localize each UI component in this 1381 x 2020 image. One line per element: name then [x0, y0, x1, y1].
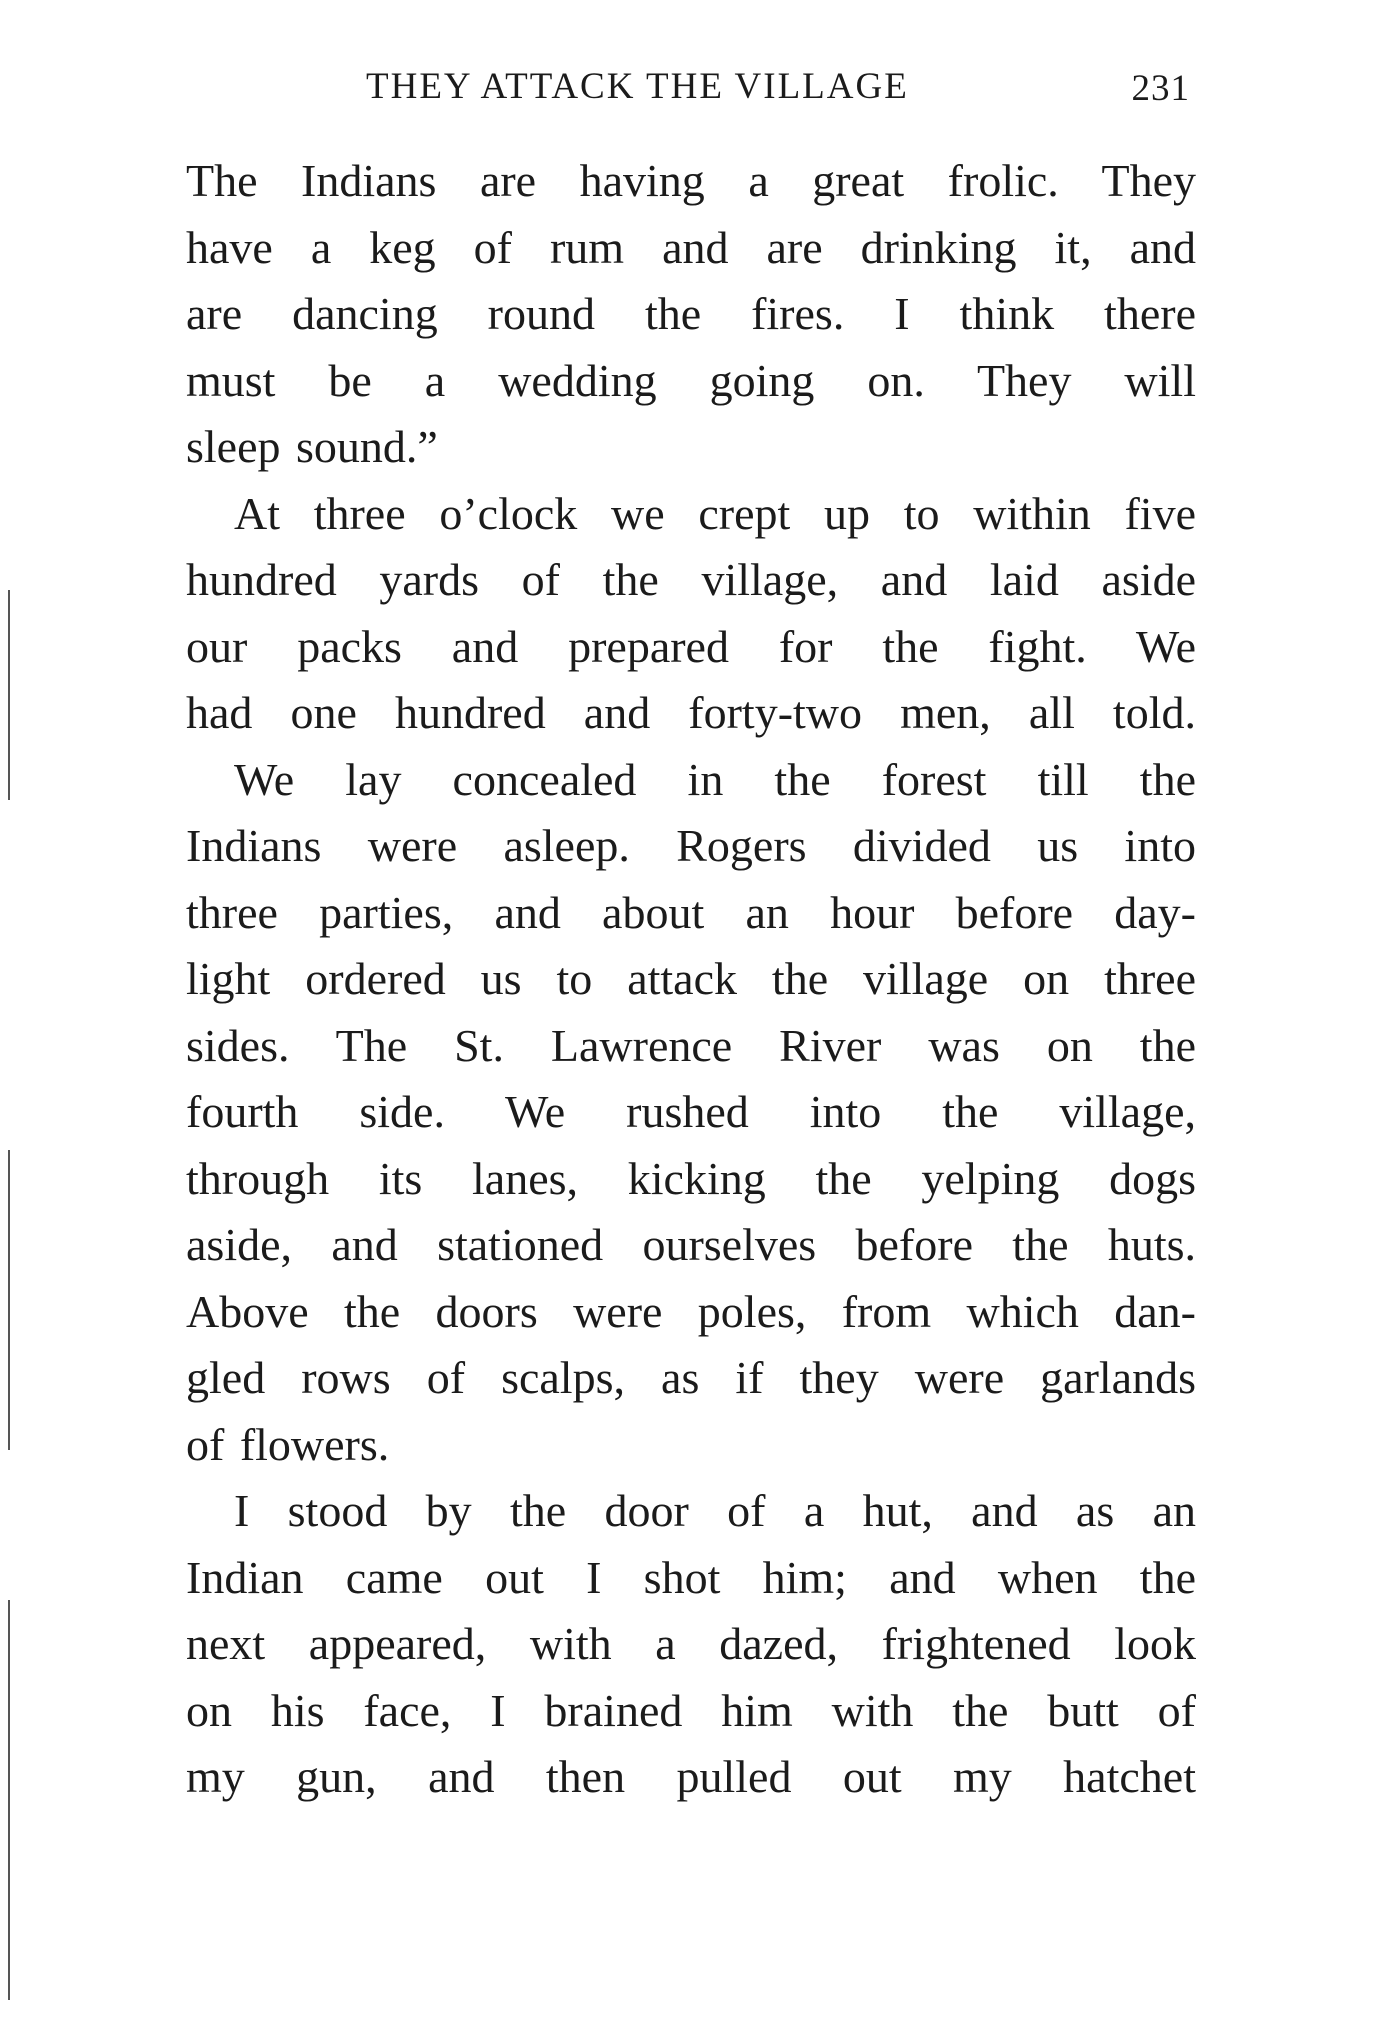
page-number: 231: [1131, 68, 1190, 109]
text-line: I stood by the door of a hut, and as an: [234, 1485, 1196, 1536]
running-head: [186, 62, 1196, 112]
text-line: Above the doors were poles, from which dan-: [186, 1285, 1196, 1337]
text-line: three parties, and about an hour before day-: [186, 886, 1196, 938]
running-title: THEY ATTACK THE VILLAGE: [366, 66, 909, 107]
text-line: Indian came out I shot him; and when the: [186, 1551, 1196, 1603]
paragraph: [186, 481, 1196, 747]
text-line: must be a wedding going on. They will: [186, 354, 1196, 406]
text-line: Indians were asleep. Rogers divided us into: [186, 820, 1196, 871]
paragraph: [186, 1478, 1196, 1811]
text-line: our packs and prepared for the fight. We: [186, 620, 1196, 672]
text-line: light ordered us to attack the village on three: [186, 953, 1196, 1004]
text-line: At three o’clock we crept up to within five: [234, 487, 1196, 539]
text-line: next appeared, with a dazed, frightened look: [186, 1618, 1196, 1669]
text-line: fourth side. We rushed into the village,: [186, 1086, 1196, 1137]
body-text: [186, 148, 1196, 1811]
text-line: of flowers.: [186, 1418, 390, 1470]
text-line: hundred yards of the village, and laid aside: [186, 554, 1196, 605]
text-line: gled rows of scalps, as if they were garlands: [186, 1352, 1196, 1403]
text-line: had one hundred and forty-two men, all told.: [186, 687, 1196, 738]
text-line: sleep sound.”: [186, 421, 438, 472]
text-line: We lay concealed in the forest till the: [234, 753, 1196, 805]
text-line: have a keg of rum and are drinking it, and: [186, 221, 1196, 273]
paragraph: [186, 747, 1196, 1479]
scan-gutter-mark: [8, 1600, 10, 2000]
scan-gutter-mark: [8, 1150, 10, 1450]
text-line: The Indians are having a great frolic. They: [186, 155, 1196, 206]
text-line: my gun, and then pulled out my hatchet: [186, 1751, 1196, 1802]
text-line: are dancing round the fires. I think there: [186, 288, 1196, 339]
scan-gutter-mark: [8, 590, 10, 800]
text-line: aside, and stationed ourselves before the huts.: [186, 1219, 1196, 1270]
paragraph: [186, 148, 1196, 481]
text-line: on his face, I brained him with the butt of: [186, 1684, 1196, 1736]
text-line: through its lanes, kicking the yelping dogs: [186, 1152, 1196, 1204]
text-line: sides. The St. Lawrence River was on the: [186, 1019, 1196, 1071]
